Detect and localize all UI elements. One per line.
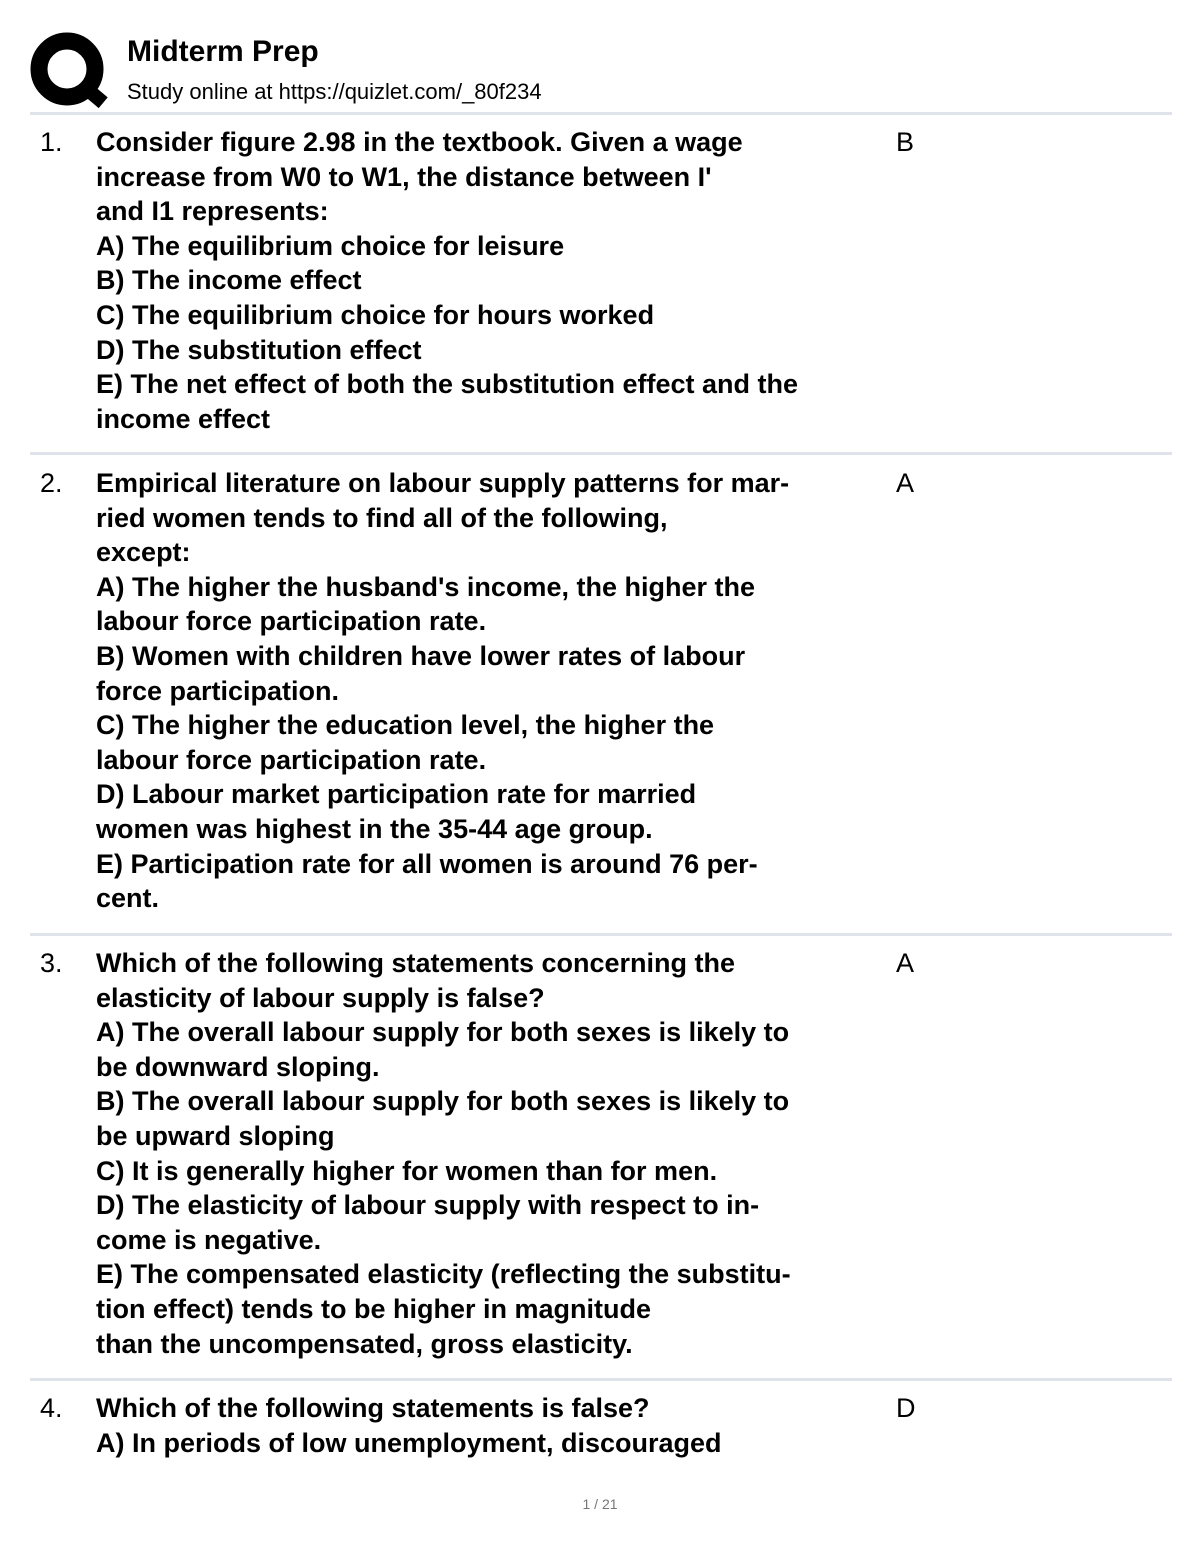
divider (30, 452, 1172, 455)
question-text (96, 946, 896, 1361)
page-header (30, 30, 1172, 110)
answer-label: A (896, 948, 915, 978)
option-line: income effect (96, 403, 271, 434)
option-line: E) Participation rate for all women is around 76 per- (96, 848, 758, 879)
page-title: Midterm Prep (127, 35, 319, 68)
option-line: A) In periods of low unemployment, discouraged (96, 1427, 722, 1458)
page-number: 1 / 21 (582, 1496, 618, 1512)
option-line: C) The higher the education level, the higher the (96, 710, 715, 741)
divider (30, 112, 1172, 115)
option-line: D) The elasticity of labour supply with respect to in- (96, 1190, 760, 1221)
answer-label: B (896, 127, 915, 157)
question-line: Which of the following statements is false? (96, 1393, 650, 1423)
divider (30, 1378, 1172, 1381)
question-number: 1. (40, 127, 63, 157)
option-line: women was highest in the 35-44 age group. (96, 813, 653, 844)
question-text (96, 125, 896, 436)
option-line: D) The substitution effect (96, 334, 422, 365)
option-line: labour force participation rate. (96, 606, 487, 637)
option-line: labour force participation rate. (96, 744, 487, 775)
question-line: and I1 represents: (96, 196, 329, 227)
question-line: Consider figure 2.98 in the textbook. Given a wage (96, 127, 743, 157)
option-line: than the uncompensated, gross elasticity. (96, 1328, 633, 1359)
option-line: tion effect) tends to be higher in magnitude (96, 1293, 652, 1324)
option-line: cent. (96, 883, 160, 914)
option-line: E) The net effect of both the substitution effect and the (96, 369, 798, 400)
option-line: A) The equilibrium choice for leisure (96, 230, 565, 261)
option-line: E) The compensated elasticity (reflecting the substitu- (96, 1259, 791, 1290)
option-line: B) The income effect (96, 265, 362, 296)
option-line: C) It is generally higher for women than for men. (96, 1155, 718, 1186)
question-number: 3. (40, 948, 63, 978)
question-line: increase from W0 to W1, the distance between I' (96, 161, 712, 192)
option-line: come is negative. (96, 1224, 322, 1255)
option-line: D) Labour market participation rate for married (96, 779, 697, 810)
question-number: 4. (40, 1393, 63, 1423)
study-link[interactable]: Study online at https://quizlet.com/_80f234 (127, 79, 542, 104)
question-line: ried women tends to find all of the following, (96, 502, 668, 533)
divider (30, 933, 1172, 936)
answer-label: A (896, 468, 915, 498)
option-line: C) The equilibrium choice for hours worked (96, 299, 655, 330)
option-line: be downward sloping. (96, 1051, 380, 1082)
option-line: A) The overall labour supply for both sexes is likely to (96, 1017, 790, 1048)
answer-label: D (896, 1393, 916, 1423)
option-line: be upward sloping (96, 1120, 335, 1151)
question-line: except: (96, 537, 191, 568)
quizlet-logo-icon (30, 32, 108, 110)
question-text (96, 1391, 896, 1460)
question-line: elasticity of labour supply is false? (96, 982, 545, 1013)
option-line: B) The overall labour supply for both sexes is likely to (96, 1086, 790, 1117)
option-line: B) Women with children have lower rates of labour (96, 640, 746, 671)
option-line: force participation. (96, 675, 340, 706)
question-line: Empirical literature on labour supply patterns for mar- (96, 468, 790, 498)
question-line: Which of the following statements concerning the (96, 948, 736, 978)
question-text (96, 466, 896, 916)
question-number: 2. (40, 468, 63, 498)
option-line: A) The higher the husband's income, the higher the (96, 571, 755, 602)
